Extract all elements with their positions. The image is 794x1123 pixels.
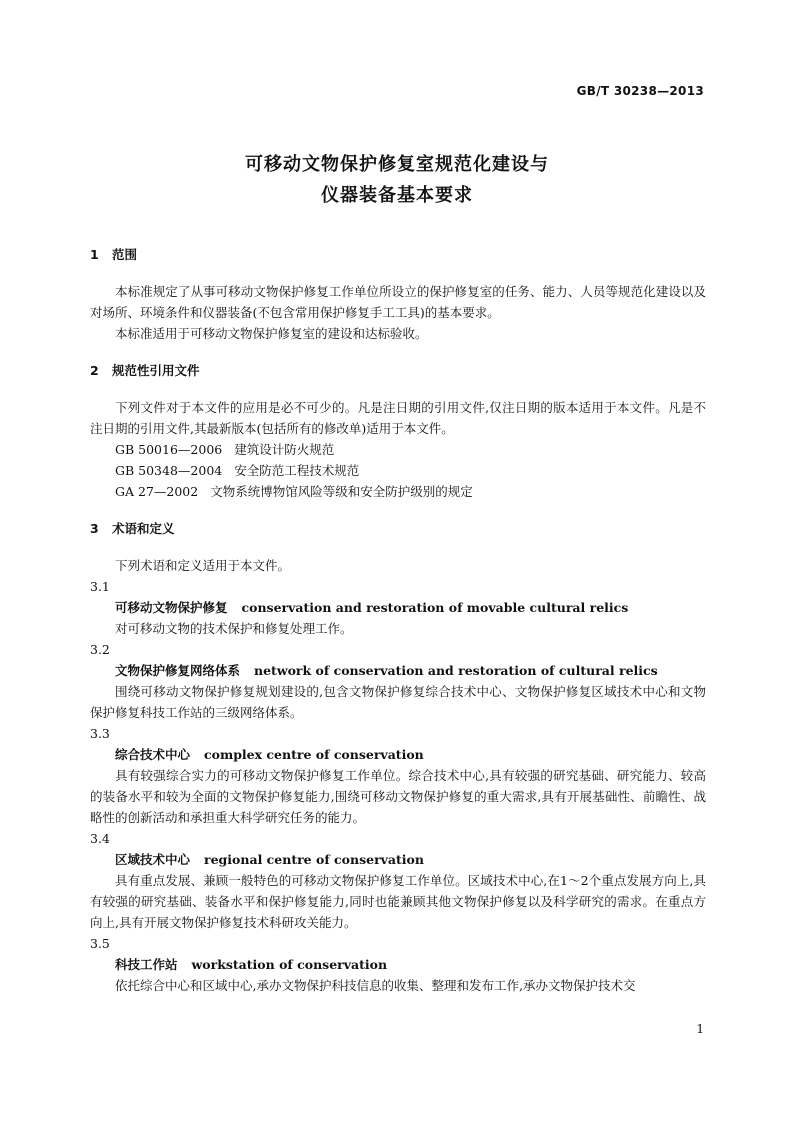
section-number: 2 bbox=[90, 363, 99, 378]
term-entry bbox=[90, 597, 706, 618]
term-zh: 科技工作站 bbox=[115, 957, 178, 972]
section-title: 规范性引用文件 bbox=[112, 363, 200, 378]
term-en: network of conservation and restoration of cultural relics bbox=[254, 663, 658, 678]
reference-item bbox=[90, 481, 706, 502]
section-title: 术语和定义 bbox=[112, 521, 175, 536]
term-zh: 区域技术中心 bbox=[115, 852, 191, 867]
section-heading-scope bbox=[90, 244, 706, 265]
term-definition: 具有较强综合实力的可移动文物保护修复工作单位。综合技术中心,具有较强的研究基础、研究能力、较高的装备水平和较为全面的文物保护修复能力,围绕可移动文物保护修复的重大需求,具有开展基础性、前瞻性、战略性的创新活动和承担重大科学研究任务的能力。 bbox=[90, 768, 706, 825]
term-entry bbox=[90, 660, 706, 681]
reference-item bbox=[90, 439, 706, 460]
clause-number: 3.2 bbox=[90, 642, 110, 657]
document-title-line1: 可移动文物保护修复室规范化建设与 bbox=[245, 154, 549, 175]
paragraph: 下列文件对于本文件的应用是必不可少的。凡是注日期的引用文件,仅注日期的版本适用于本文件。凡是不注日期的引用文件,其最新版本(包括所有的修改单)适用于本文件。 bbox=[90, 400, 706, 436]
term-en: conservation and restoration of movable cultural relics bbox=[241, 600, 629, 615]
standard-number: GB/T 30238—2013 bbox=[576, 84, 704, 98]
reference-name: 建筑设计防火规范 bbox=[234, 442, 335, 457]
section-number: 1 bbox=[90, 247, 99, 262]
document-title-line2: 仪器装备基本要求 bbox=[321, 185, 473, 206]
reference-item bbox=[90, 460, 706, 481]
term-entry bbox=[90, 954, 706, 975]
reference-code: GB 50016—2006 bbox=[115, 442, 223, 457]
paragraph: 本标准适用于可移动文物保护修复室的建设和达标验收。 bbox=[115, 326, 428, 341]
term-definition: 具有重点发展、兼顾一般特色的可移动文物保护修复工作单位。区域技术中心,在1～2个重点发展方向上,具有较强的研究基础、装备水平和保护修复能力,同时也能兼顾其他文物保护修复以及科学研究的需求。在重点方向上,具有开展文物保护修复技术科研攻关能力。 bbox=[90, 873, 706, 930]
section-heading-terms bbox=[90, 518, 706, 539]
reference-name: 安全防范工程技术规范 bbox=[234, 463, 360, 478]
term-zh: 综合技术中心 bbox=[115, 747, 191, 762]
paragraph: 下列术语和定义适用于本文件。 bbox=[115, 558, 291, 573]
reference-name: 文物系统博物馆风险等级和安全防护级别的规定 bbox=[210, 484, 473, 499]
paragraph: 本标准规定了从事可移动文物保护修复工作单位所设立的保护修复室的任务、能力、人员等规范化建设以及对场所、环境条件和仪器装备(不包含常用保护修复手工工具)的基本要求。 bbox=[90, 284, 706, 320]
term-en: complex centre of conservation bbox=[204, 747, 424, 762]
clause-number: 3.4 bbox=[90, 831, 110, 846]
section-heading-normative-references bbox=[90, 360, 706, 381]
section-title: 范围 bbox=[112, 247, 138, 262]
page-number: 1 bbox=[696, 1022, 704, 1036]
clause-number: 3.5 bbox=[90, 936, 110, 951]
term-definition: 围绕可移动文物保护修复规划建设的,包含文物保护修复综合技术中心、文物保护修复区域技术中心和文物保护修复科技工作站的三级网络体系。 bbox=[90, 684, 706, 720]
clause-number: 3.1 bbox=[90, 579, 110, 594]
term-definition: 依托综合中心和区域中心,承办文物保护科技信息的收集、整理和发布工作,承办文物保护技术交 bbox=[115, 978, 636, 993]
term-zh: 可移动文物保护修复 bbox=[115, 600, 228, 615]
document-body bbox=[90, 244, 706, 996]
term-definition: 对可移动文物的技术保护和修复处理工作。 bbox=[115, 621, 353, 636]
section-number: 3 bbox=[90, 521, 99, 536]
reference-code: GB 50348—2004 bbox=[115, 463, 223, 478]
term-zh: 文物保护修复网络体系 bbox=[115, 663, 241, 678]
reference-code: GA 27—2002 bbox=[115, 484, 199, 499]
term-en: regional centre of conservation bbox=[204, 852, 424, 867]
clause-number: 3.3 bbox=[90, 726, 110, 741]
term-entry bbox=[90, 744, 706, 765]
term-entry bbox=[90, 849, 706, 870]
term-en: workstation of conservation bbox=[191, 957, 388, 972]
